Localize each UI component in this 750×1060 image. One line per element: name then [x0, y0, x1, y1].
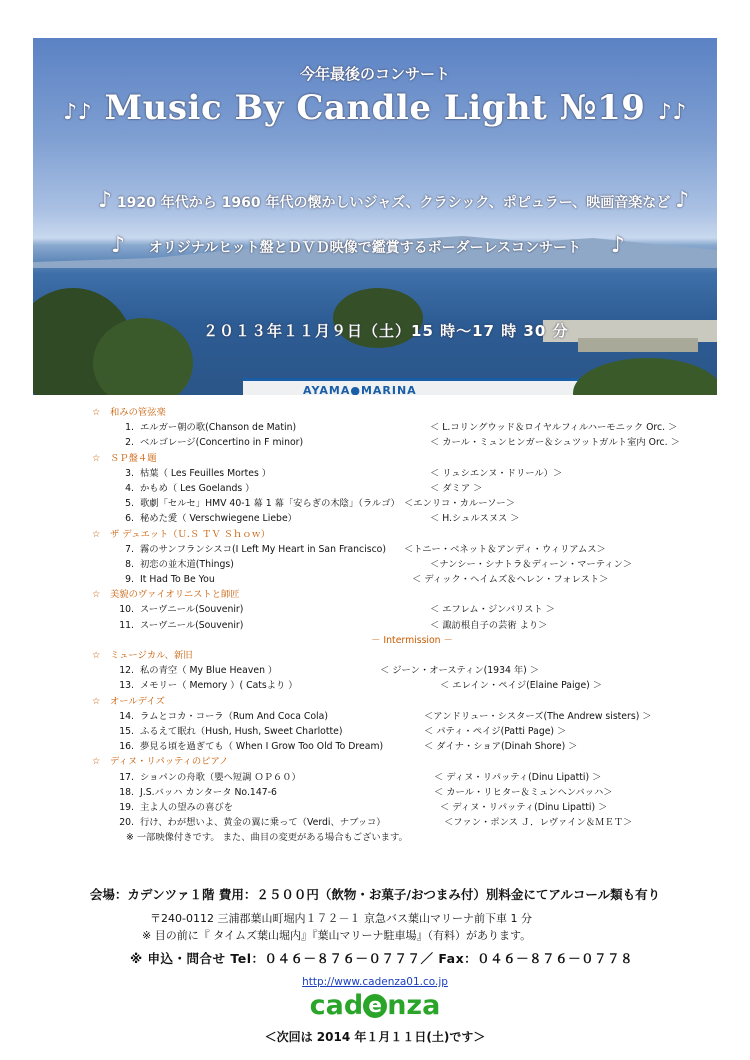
program-list	[92, 405, 732, 845]
item-artist: ＜ L.コリングウッド＆ロイヤルフィルハーモニック Orc. ＞	[430, 422, 678, 434]
item-title: It Had To Be You	[140, 574, 215, 586]
item-number: 3.	[125, 467, 134, 479]
item-number: 5.	[125, 498, 134, 510]
item-artist: ＜ ディヌ・リパッティ(Dinu Lipatti) ＞	[434, 771, 602, 783]
item-number: 13.	[119, 680, 134, 692]
item-title: 行け、わが想いよ、黄金の翼に乗って（Verdi、ナブッコ）	[140, 817, 386, 829]
item-title: 霧のサンフランシスコ(I Left My Heart in San Francisco)	[140, 543, 386, 555]
item-artist: ＜ ディック・ヘイムズ＆ヘレン・フォレスト＞	[412, 574, 609, 586]
item-number: 14.	[119, 710, 134, 722]
section-heading	[92, 648, 732, 663]
item-artist: ＜エンリコ・カルーソー＞	[404, 498, 516, 510]
pine-tree-right	[573, 358, 717, 395]
item-number: 4.	[125, 482, 134, 494]
star-icon: ☆	[92, 452, 101, 464]
program-item	[92, 602, 732, 617]
pine-tree-left-2	[93, 318, 193, 395]
item-number: 6.	[125, 513, 134, 525]
music-note-icon: ♪	[111, 233, 126, 258]
item-title: 初恋の並木道(Things)	[140, 558, 234, 570]
item-title: ベルゴレージ(Concertino in F minor)	[140, 437, 304, 449]
item-artist: ＜ ジーン・オースティン(1934 年) ＞	[380, 665, 540, 677]
item-number: 9.	[125, 574, 134, 586]
item-title: エルガー朝の歌(Chanson de Matin)	[140, 422, 297, 434]
banner-subtitle: 今年最後のコンサート	[299, 65, 450, 83]
item-number: 1.	[125, 422, 134, 434]
program-item	[92, 435, 732, 450]
item-title: 夢見る頃を過ぎても（ When I Grow Too Old To Dream)	[140, 741, 384, 753]
program-item	[92, 663, 732, 678]
item-number: 18.	[119, 786, 134, 798]
next-concert: ＜次回は 2014 年１月１１日(土)です＞	[264, 1030, 486, 1044]
item-artist: ＜トニー・ベネット＆アンディ・ウィリアムス＞	[404, 543, 606, 555]
star-icon: ☆	[92, 756, 101, 768]
item-number: 15.	[119, 725, 134, 737]
venue-fee: 会場：カデンツァ１階 費用：２５００円（飲物・お菓子/おつまみ付）別料金にてアルコール類も有り	[89, 887, 661, 902]
concept-text: オリジナルヒット盤とＤＶＤ映像で鑑賞するボーダーレスコンサート	[148, 240, 581, 256]
program-item	[92, 542, 732, 557]
music-note-icon: ♪	[672, 99, 687, 125]
item-artist: ＜ カール・リヒター＆ミュンヘンバッハ＞	[434, 786, 613, 798]
section-title: ＳＰ盤４題	[110, 452, 157, 464]
item-title: 枯葉（ Les Feuilles Mortes ）	[140, 467, 272, 479]
program-item	[92, 557, 732, 572]
item-artist: ＜ エレイン・ペイジ(Elaine Paige) ＞	[440, 680, 603, 692]
item-title: J.S.バッハ カンタータ No.147-6	[140, 786, 277, 798]
section-heading	[92, 694, 732, 709]
item-number: 10.	[119, 604, 134, 616]
section-title: ザ デュエット（Ｕ.Ｓ ＴＶ Ｓｈｏｗ）	[110, 528, 271, 540]
section-heading	[92, 754, 732, 769]
concert-date: ２０１３年１１月９日（土）15 時～17 時 30 分	[203, 322, 569, 340]
music-note-icon: ♪	[610, 233, 625, 258]
star-icon: ☆	[92, 695, 101, 707]
section-title: オールデイズ	[110, 695, 165, 707]
address: 〒240-0112 三浦郡葉山町堀内１７２－１ 京急バス葉山マリーナ前下車 1 分	[150, 912, 532, 925]
program-item	[92, 481, 732, 496]
item-artist: ＜ カール・ミュンヒンガー＆シュツットガルト室内 Orc. ＞	[430, 437, 680, 449]
banner-title	[33, 88, 717, 128]
item-title: 歌劇「セルセ」HMV 40-1 幕 1 幕「安らぎの木陰」（ラルゴ）	[140, 498, 400, 510]
music-note-icon: ♪	[77, 99, 93, 125]
intermission: － Intermission －	[371, 634, 453, 646]
section-heading	[92, 527, 732, 542]
program-item	[92, 785, 732, 800]
marina-sign: AYAMA●MARINA	[303, 384, 417, 395]
program-item	[92, 678, 732, 693]
item-title: ショパンの舟歌（嬰ヘ短調 ＯＰ６０）	[140, 771, 301, 783]
pier-base	[578, 338, 698, 352]
music-note-icon: ♪	[657, 99, 673, 125]
item-artist: ＜ H.シュルスヌス ＞	[430, 513, 520, 525]
item-number: 11.	[119, 619, 134, 631]
star-icon: ☆	[92, 528, 101, 540]
item-title: かもめ（ Les Goelands ）	[140, 482, 255, 494]
program-item	[92, 724, 732, 739]
item-number: 20.	[119, 817, 134, 829]
item-artist: ＜ エフレム・ジンバリスト ＞	[430, 604, 555, 616]
item-title: 私の青空（ My Blue Heaven ）	[140, 665, 278, 677]
genre-text: 1920 年代から 1960 年代の懐かしいジャズ、クラシック、ポピュラー、映画音楽など	[116, 195, 671, 211]
item-artist: ＜アンドリュー・シスターズ(The Andrew sisters) ＞	[424, 710, 652, 722]
item-number: 19.	[119, 801, 134, 813]
item-artist: ＜ ディヌ・リパッティ(Dinu Lipatti) ＞	[440, 801, 608, 813]
section-heading	[92, 587, 732, 602]
item-artist: ＜ナンシー・シナトラ＆ディーン・マーティン＞	[430, 558, 633, 570]
logo-e-circle: e	[363, 994, 387, 1018]
item-title: メモリー（ Memory ）( Catsより ）	[140, 680, 298, 692]
star-icon: ☆	[92, 589, 101, 601]
program-item	[92, 770, 732, 785]
program-item	[92, 572, 732, 587]
program-item	[92, 815, 732, 830]
program-item	[92, 800, 732, 815]
star-icon: ☆	[92, 407, 101, 418]
item-title: ラムとコカ・コーラ（Rum And Coca Cola)	[140, 710, 328, 722]
item-artist: ＜ ダミア ＞	[430, 482, 483, 494]
item-number: 12.	[119, 665, 134, 677]
item-title: 秘めた愛（ Verschwiegene Liebe）	[140, 513, 297, 525]
music-note-icon: ♪	[98, 188, 113, 213]
item-number: 7.	[125, 543, 134, 555]
banner-genre-line	[98, 188, 689, 213]
concert-title: Music By Candle Light №19	[104, 88, 646, 128]
item-artist: ＜ パティ・ペイジ(Patti Page) ＞	[424, 725, 567, 737]
website-link[interactable]: http://www.cadenza01.co.jp	[302, 976, 448, 988]
footnote: ※ 一部映像付きです。 また、曲目の変更がある場合もございます。	[126, 832, 408, 844]
section-title: 美貌のヴァイオリニストと師匠	[110, 589, 240, 601]
program-item	[92, 618, 732, 633]
item-title: ふるえて眠れ（Hush, Hush, Sweet Charlotte)	[140, 725, 343, 737]
program-item	[92, 496, 732, 511]
item-number: 2.	[125, 437, 134, 449]
program-item	[92, 511, 732, 526]
star-icon: ☆	[92, 650, 101, 661]
parking-note: ※ 目の前に『 タイムズ葉山堀内』『葉山マリーナ駐車場』（有料）があります。	[142, 929, 532, 942]
item-number: 17.	[119, 771, 134, 783]
banner-concept-line	[111, 233, 625, 258]
item-artist: ＜ ダイナ・ショア(Dinah Shore) ＞	[424, 741, 578, 753]
program-item	[92, 420, 732, 435]
item-title: スーヴニール(Souvenir)	[140, 604, 244, 616]
music-note-icon: ♪	[675, 188, 690, 213]
contact-info: ※ 申込・問合せ Tel：０４６－８７６－０７７７／ Fax：０４６－８７６－０７７８	[130, 951, 634, 966]
section-title: ディヌ・リパッティのピアノ	[110, 756, 229, 768]
item-artist: ＜ファン・ポンス Ｊ．レヴァイン＆ＭＥＴ＞	[444, 817, 633, 829]
music-note-icon: ♪	[63, 99, 78, 125]
program-item	[92, 709, 732, 724]
item-title: スーヴニール(Souvenir)	[140, 619, 244, 631]
section-heading	[92, 451, 732, 466]
section-title: ミュージカル、新旧	[110, 650, 193, 661]
hero-banner	[33, 38, 717, 395]
section-heading	[92, 405, 732, 420]
program-item	[92, 466, 732, 481]
item-title: 主よ人の望みの喜びを	[140, 801, 233, 813]
section-title: 和みの管弦楽	[110, 407, 166, 418]
item-number: 16.	[119, 741, 134, 753]
item-number: 8.	[125, 558, 134, 570]
cadenza-logo: cad e nza	[309, 990, 441, 1021]
item-artist: ＜ リュシエンヌ・ドリール）＞	[430, 467, 563, 479]
program-item	[92, 739, 732, 754]
item-artist: ＜ 諏訪根自子の芸術 より＞	[430, 619, 548, 631]
